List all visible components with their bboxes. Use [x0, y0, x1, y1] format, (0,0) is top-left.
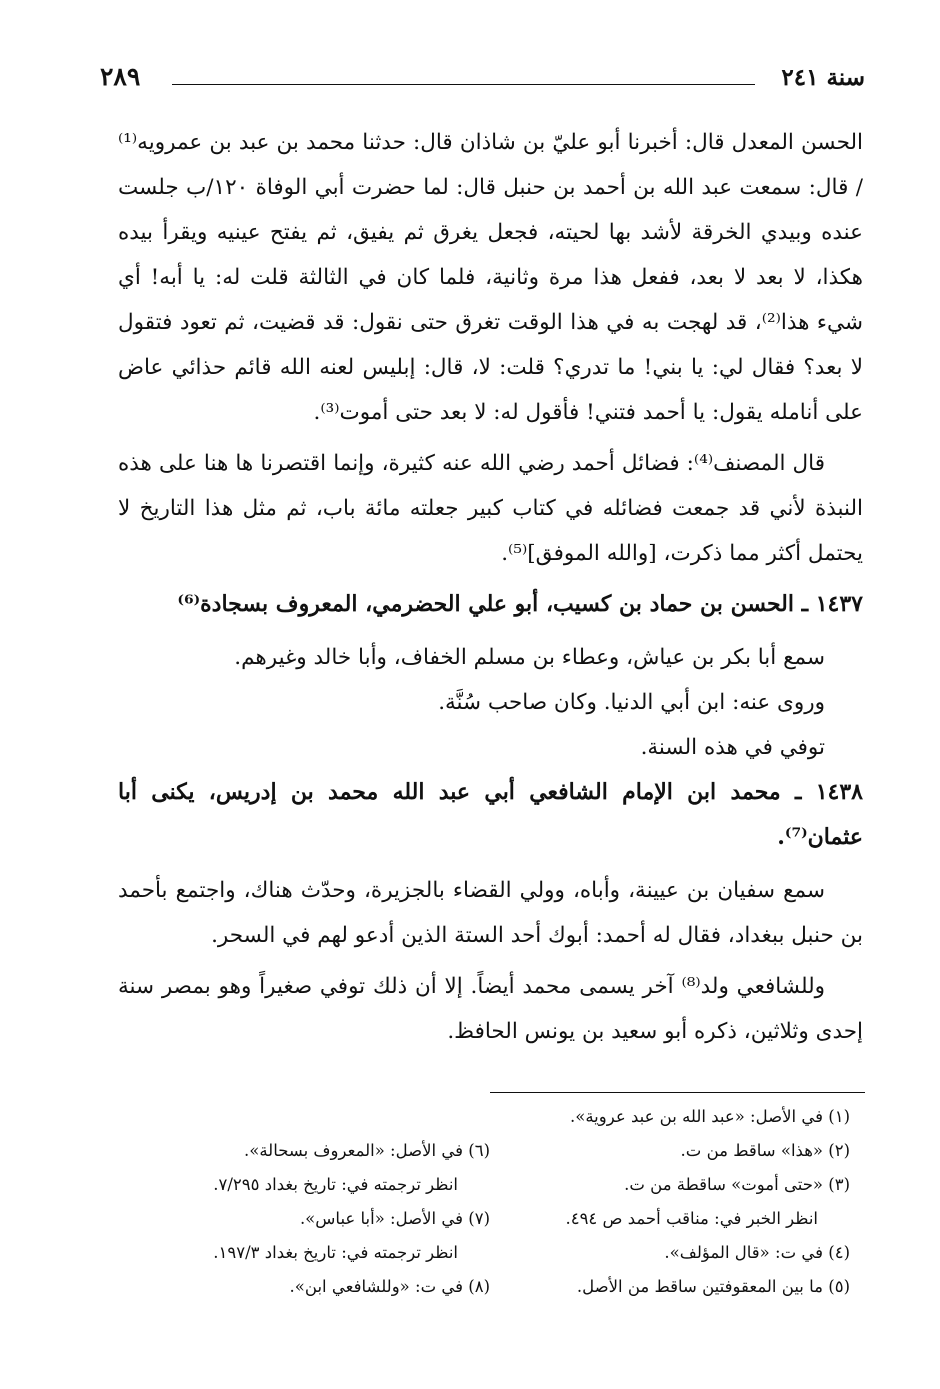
- footnote: (٧) في الأصل: «أبا عباس».: [299, 1209, 490, 1228]
- entry-1437-line: توفي في هذه السنة.: [640, 735, 825, 760]
- footnotes-left-column: [180, 1100, 490, 1304]
- paragraph-author-note: قال المصنف⁽⁴⁾: فضائل أحمد رضي الله عنه كثيرة، وإنما اقتصرنا ها هنا على هذه النبذة لأني قد جمعت فضائله في كتاب كبير جعلته مائة باب، ثم مثل هذا التاريخ لا يحتمل أكثر مما ذكرت، [والله الموفق]⁽⁵⁾.: [118, 451, 863, 566]
- entry-1438-title: ١٤٣٨ ـ محمد ابن الإمام الشافعي أبي عبد الله محمد بن إدريس، يكنى أبا عثمان⁽⁷⁾.: [118, 779, 863, 850]
- footnotes-right-column: [490, 1100, 850, 1304]
- main-text: [118, 120, 863, 1054]
- paragraph-narration: الحسن المعدل قال: أخبرنا أبو عليّ بن شاذان قال: حدثنا محمد بن عبد بن عمرويه⁽¹⁾ / قال: سمعت عبد الله بن أحمد بن حنبل قال: لما حضرت أبي الوفاة ١٢٠/ب جلست عنده وبيدي الخرقة لأشد بها لحيته، فجعل يغرق ثم يفيق، ثم يفتح عينيه ويقرأ بيده هكذا، لا بعد لا بعد، ففعل هذا مرة وثانية، فلما كان في الثالثة قلت له: يا أبه! أي شيء هذا⁽²⁾، قد لهجت به في هذا الوقت تغرق حتى نقول: قد قضيت، ثم تعود فتقول لا بعد؟ فقال لي: يا بني! ما تدري؟ قلت: لا، قال: إبليس لعنه الله قائم حذائي عاض على أنامله يقول: يا أحمد فتني! فأقول له: لا بعد حتى أموت⁽³⁾.: [118, 130, 863, 425]
- entry-1437-line: وروى عنه: ابن أبي الدنيا. وكان صاحب سُنَّة.: [438, 690, 825, 715]
- footnote: (٢) «هذا» ساقط من ت.: [680, 1141, 850, 1160]
- entry-1438-paragraph: سمع سفيان بن عيينة، وأباه، وولي القضاء بالجزيرة، وحدّث هناك، واجتمع بأحمد بن حنبل ببغداد، فقال له أحمد: أبوك أحد الستة الذين أدعو لهم في السحر.: [118, 878, 863, 948]
- running-header: [100, 62, 865, 102]
- footnote-reference: انظر ترجمته في: تاريخ بغداد ٧/٢٩٥.: [213, 1175, 458, 1194]
- footnote: (٨) في ت: «وللشافعي ابن».: [289, 1277, 490, 1296]
- footnote: (١) في الأصل: «عبد الله بن عبد عروية».: [570, 1107, 850, 1126]
- footnote-reference: انظر ترجمته في: تاريخ بغداد ١٩٧/٣.: [213, 1243, 458, 1262]
- footnote: (٦) في الأصل: «المعروف بسحالة».: [243, 1141, 490, 1160]
- header-rule: [172, 84, 755, 85]
- page-number: ٢٨٩: [100, 62, 141, 91]
- entry-1437-line: سمع أبا بكر بن عياش، وعطاء بن مسلم الخفاف، وأبا خالد وغيرهم.: [234, 645, 825, 670]
- footnote: (٣) «حتى أموت» ساقطة من ت.: [624, 1175, 850, 1194]
- year-label: سنة ٢٤١: [781, 64, 865, 91]
- footnote: (٥) ما بين المعقوفتين ساقط من الأصل.: [576, 1277, 850, 1296]
- footnote-reference: انظر الخبر في: مناقب أحمد ص ٤٩٤.: [565, 1209, 818, 1228]
- entry-1437-title: ١٤٣٧ ـ الحسن بن حماد بن كسيب، أبو علي الحضرمي، المعروف بسجادة⁽⁶⁾: [177, 591, 863, 617]
- entry-1438-paragraph: وللشافعي ولد⁽⁸⁾ آخر يسمى محمد أيضاً. إلا أن ذلك توفي صغيراً وهو بمصر سنة إحدى وثلاثين، ذكره أبو سعيد بن يونس الحافظ.: [118, 974, 863, 1044]
- footnote-rule: [490, 1092, 865, 1093]
- footnote: (٤) في ت: «قال المؤلف».: [664, 1243, 850, 1262]
